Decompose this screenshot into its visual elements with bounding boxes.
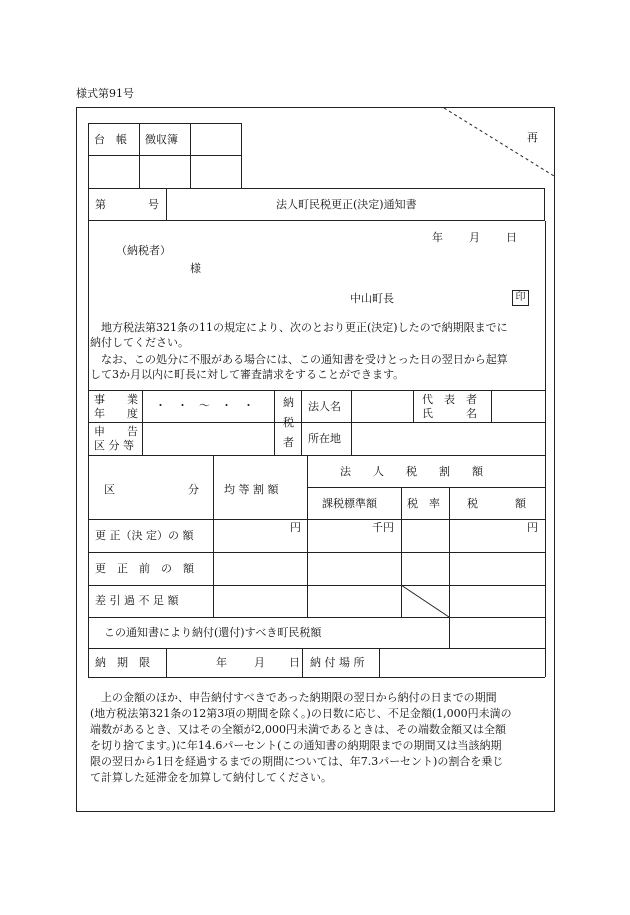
row-before-correction: 更 正 前 の 額 — [95, 562, 194, 575]
footer-line-5: 限の翌日から1日を経過するまでの期間については、年7.3パーセント)の割合を乗じ — [90, 755, 504, 768]
page-title: 法人町民税更正(決定)通知書 — [276, 198, 417, 211]
number-label-left: 第 — [95, 198, 106, 211]
collection-book-label: 徴収簿 — [145, 133, 178, 146]
taxpayer-vertical-2: 税 — [283, 416, 294, 429]
footer-line-3: 端数があるとき、又はその全額が2,000円未満であるときは、その端数金額又は全額 — [90, 723, 507, 736]
taxpayer-vertical-1: 納 — [283, 396, 294, 409]
row-difference: 差 引 過 不 足 額 — [95, 594, 179, 607]
fiscal-year-label-2: 年 度 — [94, 407, 138, 420]
footer-line-2: (地方税法第321条の12第3項の期間を除く。)の日数に応じ、不足金額(1,000円未満の — [90, 707, 512, 720]
date-year: 年 — [432, 231, 443, 244]
col-corp-tax: 法 人 税 割 額 — [340, 465, 483, 478]
due-day: 日 — [289, 656, 300, 669]
date-month: 月 — [469, 231, 480, 244]
taxpayer-vertical-3: 者 — [283, 436, 294, 449]
col-category-left: 区 — [104, 483, 115, 496]
due-year: 年 — [216, 656, 227, 669]
rep-label-1: 代 表 者 — [422, 393, 477, 406]
col-category-right: 分 — [188, 483, 199, 496]
footer-line-1: 上の金額のほか、申告納付すべきであった納期限の翌日から納付の日までの期間 — [101, 691, 497, 704]
fiscal-period-field[interactable]: ・ ・ ～ ・ ・ — [155, 399, 254, 412]
fiscal-year-label-1: 事 業 — [94, 393, 138, 406]
col-tax-base: 課税標準額 — [322, 497, 377, 510]
due-month: 月 — [254, 656, 265, 669]
notice-line-1: 地方税法第321条の11の規定により、次のとおり更正(決定)したので納期限までに — [101, 321, 508, 334]
row-payable-amount: この通知書により納付(還付)すべき町民税額 — [104, 626, 322, 639]
col-tax-amount-right: 額 — [515, 497, 526, 510]
due-date-label: 納 期 限 — [95, 656, 150, 669]
col-equal-levy: 均 等 割 額 — [224, 483, 279, 496]
corp-name-label: 法人名 — [308, 400, 341, 413]
unit-thousand-yen: 千円 — [372, 521, 394, 534]
taxpayer-label: （納税者） — [116, 244, 171, 257]
reissue-label: 再 — [527, 131, 538, 144]
form-number: 様式第91号 — [76, 87, 134, 100]
filing-label-2: 区 分 等 — [94, 439, 134, 452]
address-label: 所在地 — [308, 432, 341, 445]
rep-label-2: 氏 名 — [422, 407, 477, 420]
notice-line-4: して3か月以内に町長に対して審査請求をすることができます。 — [90, 368, 405, 381]
ledger-label: 台 帳 — [94, 133, 127, 146]
col-tax-amount-left: 税 — [467, 497, 478, 510]
filing-label-1: 申 告 — [94, 425, 138, 438]
honorific: 様 — [190, 262, 201, 275]
notice-line-2: 納付してください。 — [90, 336, 189, 349]
footer-line-4: を切り捨てます。)に年14.6パーセント(この通知書の納期限までの期間又は当該納期 — [90, 739, 502, 752]
unit-yen-tax: 円 — [527, 521, 538, 534]
payment-place-label: 納 付 場 所 — [310, 656, 365, 669]
issuer-name: 中山町長 — [350, 292, 394, 305]
col-tax-rate: 税 率 — [407, 497, 440, 510]
footer-line-6: て計算した延滞金を加算して納付してください。 — [90, 771, 332, 784]
seal-mark: 印 — [512, 290, 529, 306]
number-label-right: 号 — [148, 198, 159, 211]
unit-yen-equal: 円 — [290, 521, 301, 534]
row-corrected-amount: 更 正（決 定）の 額 — [95, 529, 194, 542]
notice-line-3: なお、この処分に不服がある場合には、この通知書を受けとった日の翌日から起算 — [101, 353, 508, 366]
date-day: 日 — [506, 231, 517, 244]
